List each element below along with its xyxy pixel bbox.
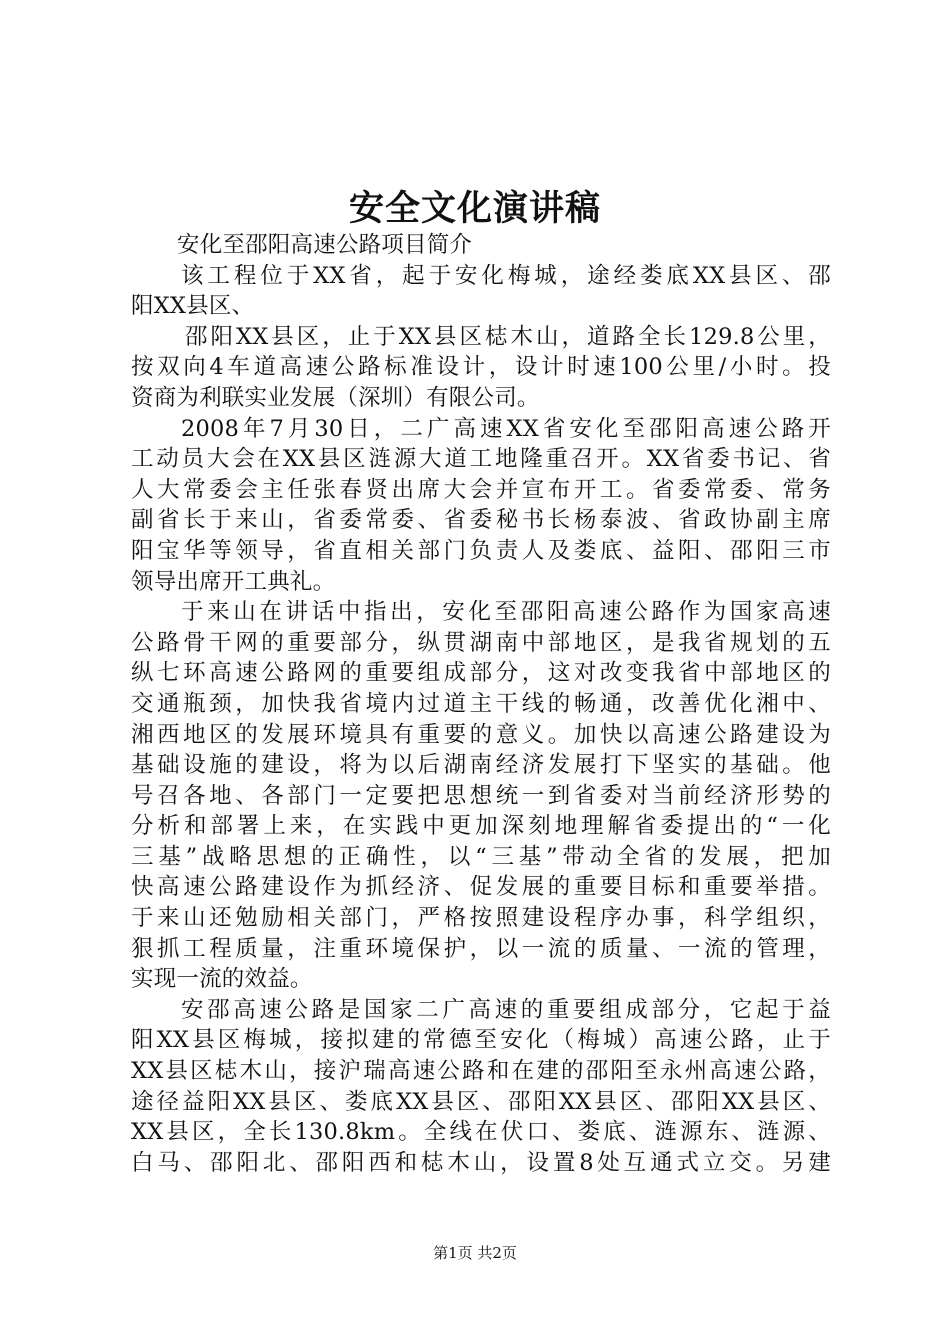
text-line: 于来山在讲话中指出，安化至邵阳高速公路作为国家高速 bbox=[181, 599, 831, 626]
text-line: 湘西地区的发展环境具有重要的意义。加快以高速公路建设为 bbox=[131, 721, 831, 748]
text-line: 邵阳XX县区，止于XX县区梽木山，道路全长129.8公里， bbox=[185, 323, 831, 350]
document-body bbox=[131, 230, 831, 1178]
text-line: 2008年7月30日，二广高速XX省安化至邵阳高速公路开 bbox=[181, 415, 831, 442]
text-line: 实现一流的效益。 bbox=[131, 966, 313, 993]
text-line: 号召各地、各部门一定要把思想统一到省委对当前经济形势的 bbox=[131, 782, 831, 809]
text-line: 按双向4车道高速公路标准设计，设计时速100公里/小时。投 bbox=[131, 354, 831, 381]
text-line: 资商为利联实业发展（深圳）有限公司。 bbox=[131, 384, 540, 411]
text-line: 副省长于来山，省委常委、省委秘书长杨泰波、省政协副主席 bbox=[131, 507, 831, 534]
text-line: 安化至邵阳高速公路项目简介 bbox=[177, 232, 473, 258]
text-line: 交通瓶颈，加快我省境内过道主干线的畅通，改善优化湘中、 bbox=[131, 690, 831, 717]
text-line: 人大常委会主任张春贤出席大会并宣布开工。省委常委、常务 bbox=[131, 476, 831, 503]
text-line: 纵七环高速公路网的重要组成部分，这对改变我省中部地区的 bbox=[131, 660, 831, 687]
text-line: 基础设施的建设，将为以后湖南经济发展打下坚实的基础。他 bbox=[131, 752, 831, 779]
text-line: 阳XX县区、 bbox=[131, 293, 255, 320]
text-line: 于来山还勉励相关部门，严格按照建设程序办事，科学组织， bbox=[131, 905, 831, 932]
text-line: 三基”战略思想的正确性，以“三基”带动全省的发展，把加 bbox=[131, 843, 831, 870]
text-line: XX县区，全长130.8km。全线在伏口、娄底、涟源东、涟源、 bbox=[131, 1119, 831, 1146]
text-line: 分析和部署上来，在实践中更加深刻地理解省委提出的“一化 bbox=[131, 813, 831, 840]
text-line: 领导出席开工典礼。 bbox=[131, 568, 336, 595]
text-line: 阳宝华等领导，省直相关部门负责人及娄底、益阳、邵阳三市 bbox=[131, 537, 831, 564]
text-line: 白马、邵阳北、邵阳西和梽木山，设置8处互通式立交。另建 bbox=[131, 1149, 831, 1176]
page-footer: 第1页 共2页 bbox=[433, 1244, 517, 1262]
text-line: 安邵高速公路是国家二广高速的重要组成部分，它起于益 bbox=[181, 996, 831, 1023]
text-line: 工动员大会在XX县区涟源大道工地隆重召开。XX省委书记、省 bbox=[131, 446, 831, 473]
text-line: 公路骨干网的重要部分，纵贯湖南中部地区，是我省规划的五 bbox=[131, 629, 831, 656]
text-line: XX县区梽木山，接沪瑞高速公路和在建的邵阳至永州高速公路， bbox=[131, 1058, 831, 1085]
document-title: 安全文化演讲稿 bbox=[348, 188, 601, 229]
text-line: 途径益阳XX县区、娄底XX县区、邵阳XX县区、邵阳XX县区、 bbox=[131, 1088, 831, 1115]
text-line: 阳XX县区梅城，接拟建的常德至安化（梅城）高速公路，止于 bbox=[131, 1027, 831, 1054]
text-line: 狠抓工程质量，注重环境保护，以一流的质量、一流的管理， bbox=[131, 935, 831, 962]
text-line: 该工程位于XX省，起于安化梅城，途经娄底XX县区、邵 bbox=[181, 262, 831, 289]
text-line: 快高速公路建设作为抓经济、促发展的重要目标和重要举措。 bbox=[131, 874, 831, 901]
